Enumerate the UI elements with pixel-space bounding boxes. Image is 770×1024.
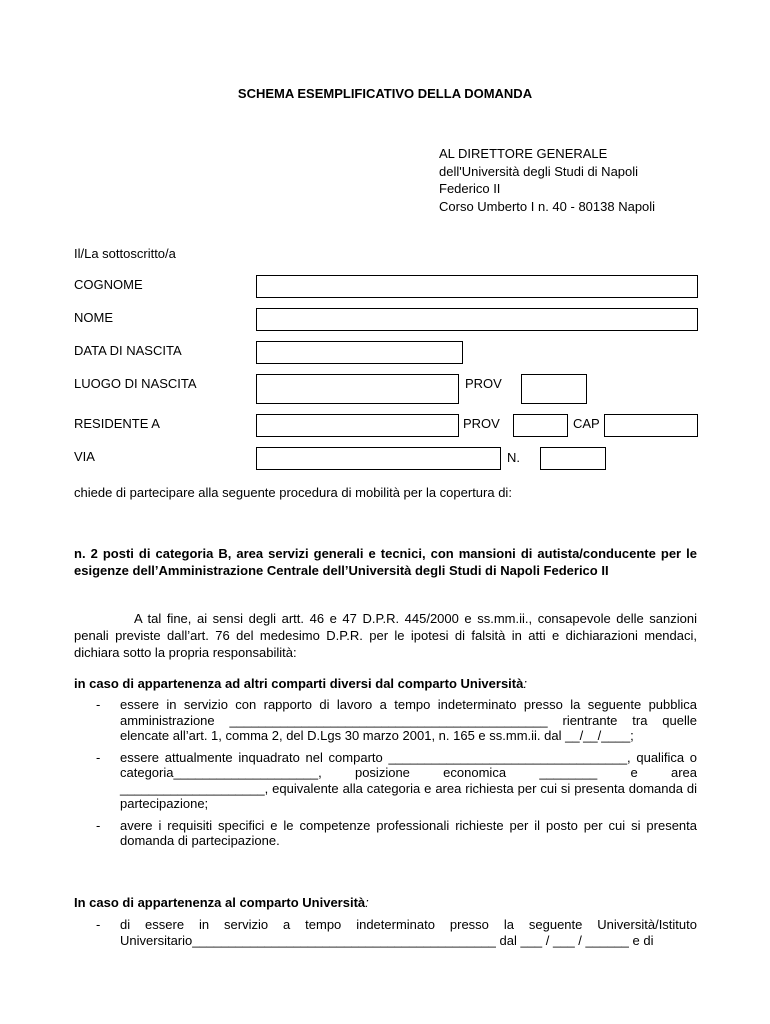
prov-residenza-field[interactable] [513,414,568,437]
bullet: - [96,697,101,712]
intro-text: Il/La sottoscritto/a [74,246,176,261]
request-text: chiede di partecipare alla seguente procedura di mobilità per la copertura di: [74,485,512,500]
bullet: - [96,917,101,932]
via-field[interactable] [256,447,501,470]
list-item [74,750,697,812]
recipient-line: Corso Umberto I n. 40 - 80138 Napoli [439,198,656,214]
numero-field[interactable] [540,447,606,470]
recipient-address [439,145,655,215]
data-nascita-field[interactable] [256,341,463,364]
recipient-line: AL DIRETTORE GENERALE [439,146,608,161]
section1-list [74,697,697,849]
section1-heading-text: in caso di appartenenza ad altri comparti diversi dal comparto Università [74,676,524,691]
section1-heading-colon: : [523,676,527,691]
list-item [74,818,697,849]
residente-label: RESIDENTE A [74,416,160,431]
cognome-field[interactable] [256,275,698,298]
recipient-line: Federico II [439,181,501,196]
bullet: - [96,817,101,833]
section2-heading-colon: : [365,895,369,910]
document-title: SCHEMA ESEMPLIFICATIVO DELLA DOMANDA [237,86,533,101]
luogo-nascita-label: LUOGO DI NASCITA [74,376,197,391]
prov-nascita-field[interactable] [521,374,587,404]
recipient-line: dell'Università degli Studi di Napoli [439,163,639,179]
list-item-text: essere attualmente inquadrato nel comparto _________________________________, qualifica o categoria____________________, posizione economica ________ e area ____________________, equivalente alla categoria e area richiesta per cui si presenta domanda di partecipazione; [120,749,697,811]
via-label: VIA [74,449,95,464]
cognome-label: COGNOME [74,277,143,292]
numero-label: N. [507,450,520,465]
section1-heading [74,676,527,692]
list-item [74,917,697,948]
position-description: n. 2 posti di categoria B, area servizi generali e tecnici, con mansioni di autista/conducente per le esigenze dell’Amministrazione Centrale dell’Università degli Studi di Napoli Federico II [74,546,697,578]
bullet: - [96,749,101,765]
cap-label: CAP [573,416,600,431]
luogo-nascita-field[interactable] [256,374,459,404]
prov-label: PROV [465,376,502,391]
section2-list [74,917,697,948]
list-item-text: avere i requisiti specifici e le competenze professionali richieste per il posto per cui si presenta domanda di partecipazione. [120,817,697,848]
section2-heading-text: In caso di appartenenza al comparto Università [74,895,366,910]
section2-heading [74,895,369,911]
list-item [74,697,697,744]
data-nascita-label: DATA DI NASCITA [74,343,182,358]
declaration-paragraph: A tal fine, ai sensi degli artt. 46 e 47 D.P.R. 445/2000 e ss.mm.ii., consapevole delle sanzioni penali previste dall’art. 76 del medesimo D.P.R. per le ipotesi di falsità in atti e dichiarazioni mendaci, dichiara sotto la propria responsabilità: [74,611,697,660]
nome-label: NOME [74,310,113,325]
prov-label: PROV [463,416,500,431]
nome-field[interactable] [256,308,698,331]
list-item-text: di essere in servizio a tempo indeterminato presso la seguente Università/Istituto Universitario__________________________________________ dal ___ / ___ / ______ e di [120,917,697,948]
residente-field[interactable] [256,414,459,437]
list-item-text: essere in servizio con rapporto di lavoro a tempo indeterminato presso la seguente pubblica amministrazione ____________________________________________ rientrante tra quelle elencate all’art. 1, comma 2, del D.Lgs 30 marzo 2001, n. 165 e ss.mm.ii. dal __/__/____; [120,697,697,743]
cap-field[interactable] [604,414,698,437]
